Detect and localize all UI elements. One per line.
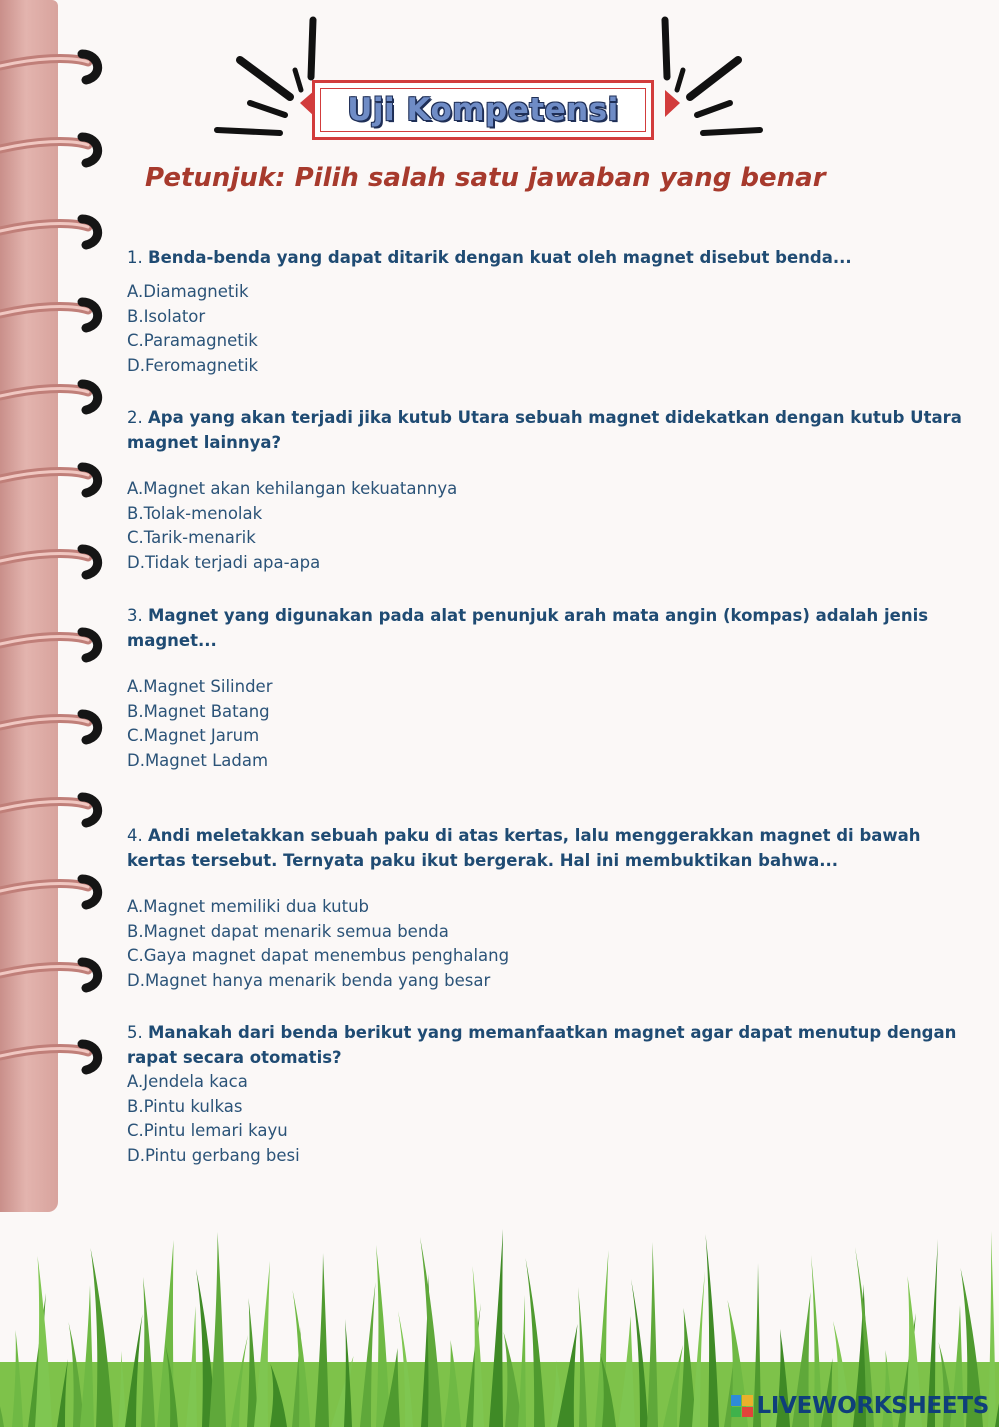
option-c[interactable]: C.Magnet Jarum (127, 726, 260, 746)
question-body: Apa yang akan terjadi jika kutub Utara sebuah magnet didekatkan dengan kutub Utara magnet lainnya? (127, 408, 962, 452)
option-d[interactable]: D.Magnet hanya menarik benda yang besar (127, 970, 491, 990)
option-b[interactable]: B.Magnet Batang (127, 701, 270, 721)
brand-watermark (731, 1393, 989, 1419)
question-1 (127, 245, 967, 378)
question-number: 2. (127, 408, 143, 427)
question-body: Andi meletakkan sebuah paku di atas kertas, lalu menggerakkan magnet di bawah kertas tersebut. Ternyata paku ikut bergerak. Hal ini membuktikan bahwa... (127, 826, 921, 870)
option-c[interactable]: C.Gaya magnet dapat menembus penghalang (127, 946, 510, 966)
option-a[interactable]: A.Magnet memiliki dua kutub (127, 897, 370, 916)
question-body: Manakah dari benda berikut yang memanfaatkan magnet agar dapat menutup dengan rapat secara otomatis? (127, 1023, 957, 1067)
option-d[interactable]: D.Pintu gerbang besi (127, 1145, 300, 1165)
spiral-ring-icon (0, 956, 110, 996)
grass-blade (988, 1231, 996, 1427)
grass-blade (647, 1242, 658, 1427)
page-title: Uji Kompetensi (347, 92, 619, 128)
spiral-ring-icon (0, 626, 110, 666)
grass-blade (80, 1285, 94, 1427)
spiral-ring-icon (0, 1038, 110, 1078)
brand-name: LIVEWORKSHEETS (756, 1393, 989, 1419)
option-c[interactable]: C.Tarik-menarik (127, 528, 256, 548)
spiral-ring-icon (0, 213, 110, 253)
question-number: 3. (127, 606, 143, 625)
question-2 (127, 405, 967, 575)
grass-blade (376, 1245, 390, 1427)
option-b[interactable]: B.Isolator (127, 306, 206, 326)
spiral-ring-icon (0, 873, 110, 913)
option-d[interactable]: D.Tidak terjadi apa-apa (127, 552, 321, 572)
question-3 (127, 603, 967, 773)
question-number: 4. (127, 826, 143, 845)
option-a[interactable]: A.Magnet akan kehilangan kekuatannya (127, 479, 458, 498)
option-c[interactable]: C.Paramagnetik (127, 331, 258, 351)
spiral-ring-icon (0, 708, 110, 748)
grass-blade (209, 1232, 226, 1427)
question-4-text (127, 823, 967, 873)
option-d[interactable]: D.Feromagnetik (127, 355, 259, 375)
question-number: 1. (127, 248, 143, 267)
spiral-ring-icon (0, 131, 110, 171)
option-b[interactable]: B.Pintu kulkas (127, 1096, 243, 1116)
question-body: Magnet yang digunakan pada alat penunjuk arah mata angin (kompas) adalah jenis magnet... (127, 606, 929, 650)
spiral-ring-icon (0, 378, 110, 418)
notebook-spine (0, 0, 58, 1212)
question-4 (127, 823, 967, 993)
spiral-ring-icon (0, 461, 110, 501)
option-a[interactable]: A.Diamagnetik (127, 282, 249, 301)
option-b[interactable]: B.Tolak-menolak (127, 503, 263, 523)
grass-blade (141, 1277, 155, 1427)
spiral-ring-icon (0, 543, 110, 583)
grass-blade (315, 1253, 329, 1427)
question-5-text (127, 1020, 967, 1070)
question-3-text (127, 603, 967, 653)
question-2-text (127, 405, 967, 455)
option-a[interactable]: A.Jendela kaca (127, 1072, 248, 1091)
option-b[interactable]: B.Magnet dapat menarik semua benda (127, 921, 449, 941)
spiral-ring-icon (0, 791, 110, 831)
spiral-ring-icon (0, 48, 110, 88)
question-body: Benda-benda yang dapat ditarik dengan kuat oleh magnet disebut benda... (148, 248, 852, 267)
option-a[interactable]: A.Magnet Silinder (127, 677, 273, 696)
option-d[interactable]: D.Magnet Ladam (127, 750, 269, 770)
option-c[interactable]: C.Pintu lemari kayu (127, 1121, 288, 1141)
spiral-ring-icon (0, 296, 110, 336)
grass-blade (473, 1266, 485, 1427)
title-banner (312, 80, 654, 140)
question-number: 5. (127, 1023, 143, 1042)
grass-blade (35, 1256, 52, 1427)
question-5 (127, 1020, 967, 1168)
liveworksheets-logo-icon (731, 1395, 753, 1417)
question-1-text (127, 245, 967, 270)
instruction-text: Petunjuk: Pilih salah satu jawaban yang benar (145, 163, 826, 193)
